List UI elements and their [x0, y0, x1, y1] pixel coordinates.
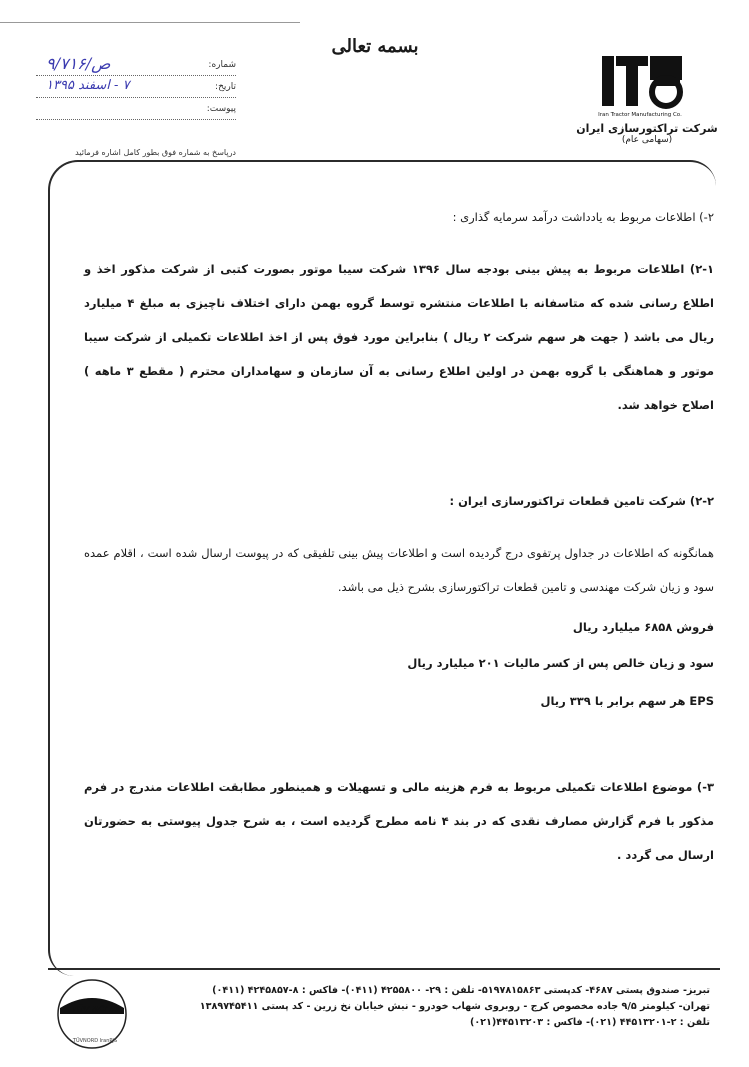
reply-note: درپاسخ به شماره فوق بطور کامل اشاره فرمائید: [75, 148, 236, 157]
number-row: [36, 56, 236, 76]
section-3: ۳-) موضوع اطلاعات تکمیلی مربوط به فرم هزینه مالی و تسهیلات و همینطور مطابقت اطلاعات مندرج در فرم مذکور با فرم گزارش مصارف نقدی که در بند ۴ نامه مطرح گردیده است ، به شرح جدول پیوستی به حضورتان ارسال می گردد .: [84, 780, 715, 862]
cert-sub: TÜVNORD IranPJS: [72, 1038, 118, 1044]
number-value: ص/۹/۷۱۶: [46, 54, 111, 73]
frame-bottom-rule: [48, 968, 720, 970]
sales-line: فروش ۶۸۵۸ میلیارد ریال: [572, 620, 714, 634]
footer-address: [150, 985, 710, 1033]
footer-line-phone: تلفن : ۲-۴۴۵۱۳۲۰۱ (۰۲۱)- فاکس : ۴۴۵۱۳۲۰۳(۰۲۱): [469, 1017, 710, 1028]
company-name: شرکت تراکتورسازی ایران: [576, 122, 718, 135]
footer-line-tabriz: تبریز- صندوق پستی ۴۶۸۷- کدپستی ۵۱۹۷۸۱۵۸۶۳- تلفن : ۲۹- ۴۲۵۵۸۰۰ (۰۴۱۱)- فاکس : ۸-۴۲۴۵۸۵۷ (۰۴۱۱): [212, 985, 710, 996]
header-rule: [0, 22, 300, 23]
cert-brand: TÜV NORD: [71, 1004, 119, 1014]
section-2-heading: ۲-) اطلاعات مربوط به یادداشت درآمد سرمایه گذاری :: [452, 210, 714, 224]
date-value: ۷ - اسفند ۱۳۹۵: [46, 78, 130, 93]
date-row: [36, 78, 236, 98]
section-2-1: ۲-۱) اطلاعات مربوط به پیش بینی بودجه سال ۱۳۹۶ شرکت سیبا موتور بصورت کتبی از شرکت مذکور اخذ و اطلاع رسانی شده که متاسفانه با اطلاعات منتشره توسط گروه بهمن دارای اختلاف ناچیزی به مبلغ ۴ میلیارد ریال می باشد ( جهت هر سهم شرکت ۲ ریال ) بنابراین مورد فوق پس از اخذ اطلاعات تکمیلی از شرکت سیبا موتور و هماهنگی با گروه بهمن در اولین اطلاع رسانی به آن سازمان و سهامداران محترم ( مقطع ۳ ماهه ) اصلاح خواهد شد.: [84, 262, 715, 412]
eps-line: EPS هر سهم برابر با ۳۳۹ ریال: [540, 694, 714, 708]
letter-meta: [36, 56, 236, 122]
logo-caption: Iran Tractor Manufacturing Co.: [598, 112, 682, 118]
attachment-row: [36, 100, 236, 120]
basmala: بسمه تعالی: [331, 36, 419, 57]
footer-line-tehran: تهران- کیلومتر ۹/۵ جاده مخصوص کرج - روبروی شهاب خودرو - نبش خیابان نخ زرین - کد پستی ۱۳۸۹۷۴۵۴۱۱: [199, 1001, 710, 1012]
company-block: [572, 122, 722, 145]
itm-logo: [594, 50, 686, 120]
profit-line: سود و زیان خالص پس از کسر مالیات ۲۰۱ میلیارد ریال: [407, 656, 714, 670]
attachment-label: پیوست:: [206, 104, 236, 114]
number-label: شماره:: [208, 60, 236, 70]
date-label: تاریخ:: [215, 82, 236, 92]
section-2-2: همانگونه که اطلاعات در جداول پرتفوی درج گردیده است و اطلاعات پیش بینی تلفیقی که در پیوست ارسال شده است ، اقلام عمده سود و زیان شرکت مهندسی و تامین قطعات تراکتورسازی بشرح ذیل می باشد.: [84, 546, 714, 594]
section-2-2-heading: ۲-۲) شرکت تامین قطعات تراکتورسازی ایران :: [449, 494, 714, 508]
company-type: (سهامی عام): [621, 135, 673, 145]
